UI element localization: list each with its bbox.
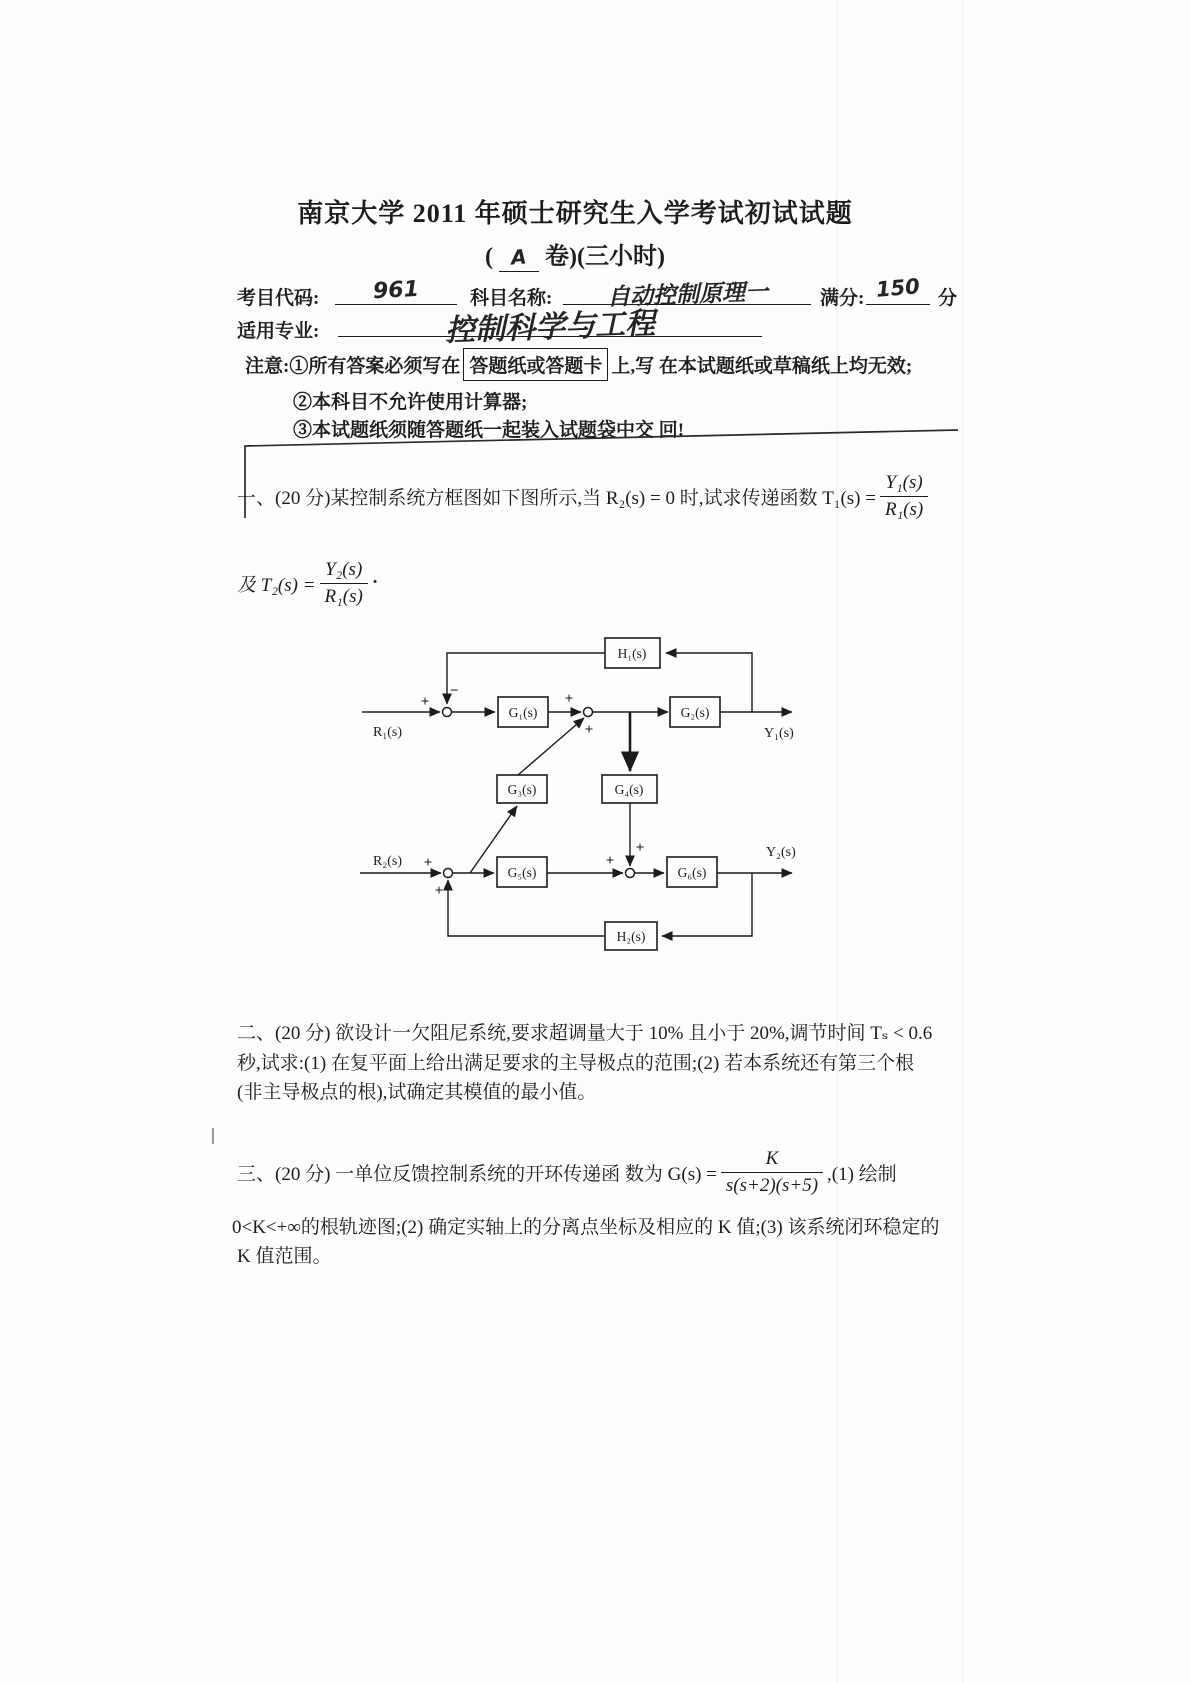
- code-label: 考目代码:: [237, 288, 320, 309]
- notes-item1-pre: ①所有答案必须写在: [289, 356, 461, 377]
- major-blank: [338, 302, 762, 349]
- variant-value: A: [510, 244, 528, 270]
- score-blank: [866, 276, 930, 305]
- sign-sum3-plus-left: +: [605, 853, 615, 869]
- wire-y2-takeoff-to-h2: [662, 873, 752, 936]
- score-unit: 分: [938, 288, 958, 309]
- label-y1: Y₁(s): [764, 726, 794, 741]
- question2-line2: 秒,试求:(1) 在复平面上给出满足要求的主导极点的范围;(2) 若本系统还有第三个根: [237, 1053, 915, 1074]
- sign-sum4-plus-left: +: [423, 855, 433, 871]
- scan-artifact-mark: [212, 1128, 214, 1144]
- sign-sum2-plus-left: +: [564, 691, 574, 707]
- notes-line1: [245, 348, 912, 381]
- summing-junction-2: [584, 708, 593, 717]
- question1-intro: 一、(20 分)某控制系统方框图如下图所示,当 R₂(s) = 0 时,试求传递函数 T₁(s) =: [237, 487, 876, 509]
- subtitle-rest: 卷)(三小时): [545, 244, 665, 270]
- subtitle-open: (: [485, 244, 493, 270]
- code-blank: [335, 278, 457, 305]
- major-value: 控制科学与工程: [444, 306, 656, 349]
- q1-fraction1: [880, 472, 928, 521]
- q1-frac2-numerator: Y₂(s): [325, 558, 363, 580]
- summing-junction-3: [626, 869, 635, 878]
- notes-item1-boxed: 答题纸或答题卡: [463, 348, 608, 381]
- sign-sum4-plus-bottom: +: [434, 883, 444, 899]
- block-g4-label: G₄(s): [614, 782, 644, 797]
- subject-value: 自动控制原理一: [606, 279, 768, 311]
- page-subtitle: [0, 236, 1150, 272]
- label-r1: R₁(s): [373, 725, 402, 740]
- block-g1-label: G₁(s): [508, 705, 538, 720]
- sign-sum3-plus-top: +: [635, 840, 645, 856]
- notes-item2: ②本科目不允许使用计算器;: [293, 392, 528, 413]
- code-value: 961: [372, 276, 420, 305]
- q3-after-fraction: ,(1) 绘制: [827, 1163, 897, 1185]
- label-r2: R₂(s): [373, 854, 402, 869]
- question3-line2: 0<K<+∞的根轨迹图;(2) 确定实轴上的分离点坐标及相应的 K 值;(3) 该系统闭环稳定的: [232, 1217, 940, 1238]
- block-g6-label: G₆(s): [677, 865, 707, 880]
- question2-line3: (非主导极点的根),试确定其模值的最小值。: [237, 1082, 597, 1103]
- block-g5-label: G₅(s): [507, 865, 537, 880]
- control-system-block-diagram: [340, 585, 810, 985]
- summing-junction-1: [443, 708, 452, 717]
- block-g3-label: G₃(s): [507, 782, 537, 797]
- variant-blank: [499, 244, 539, 272]
- notes-item3: ③本试题纸须随答题纸一起装入试题袋中交 回!: [293, 420, 685, 441]
- subject-label: 科目名称:: [470, 288, 553, 309]
- score-label: 满分:: [820, 288, 865, 309]
- q3-intro: 三、(20 分) 一单位反馈控制系统的开环传递函 数为 G(s) =: [237, 1163, 717, 1185]
- notes-item1-post: 上,写 在本试题纸或草稿纸上均无效;: [611, 356, 913, 377]
- q3-frac-denominator: s(s+2)(s+5): [721, 1172, 823, 1197]
- q1-frac1-denominator: R₁(s): [880, 496, 928, 521]
- notes-label: 注意:: [245, 356, 290, 377]
- page-title: 南京大学 2011 年硕士研究生入学考试初试试题: [297, 199, 853, 228]
- sign-sum2-plus-diag: +: [584, 722, 594, 738]
- question3-line1: [237, 1142, 897, 1202]
- q1-period: ·: [371, 572, 379, 593]
- sign-sum1-minus: −: [449, 683, 459, 699]
- score-value: 150: [875, 274, 921, 302]
- q1-frac1-numerator: Y₁(s): [885, 471, 923, 493]
- question2-line1: 二、(20 分) 欲设计一欠阻尼系统,要求超调量大于 10% 且小于 20%,调节时间 Tₛ < 0.6: [237, 1023, 933, 1044]
- sign-sum1-plus: +: [420, 694, 430, 710]
- q1-frac2-denominator: R₁(s): [320, 583, 368, 608]
- question3-line3: K 值范围。: [237, 1246, 332, 1267]
- q3-fraction: [721, 1148, 823, 1197]
- q1-t2-prefix: 及 T₂(s) =: [237, 574, 316, 596]
- block-h2-label: H₂(s): [616, 929, 646, 944]
- block-h1-label: H₁(s): [617, 646, 647, 661]
- question1-intro-row: [237, 466, 932, 526]
- q3-frac-numerator: K: [765, 1147, 779, 1169]
- summing-junction-4: [444, 869, 453, 878]
- block-g2-label: G₂(s): [680, 705, 710, 720]
- wire-h2-to-sum4: [448, 880, 605, 936]
- wire-takeoff-to-g3: [470, 806, 517, 873]
- label-y2: Y₂(s): [766, 845, 796, 860]
- major-label: 适用专业:: [237, 321, 320, 342]
- wire-y1-takeoff-to-h1: [666, 653, 752, 712]
